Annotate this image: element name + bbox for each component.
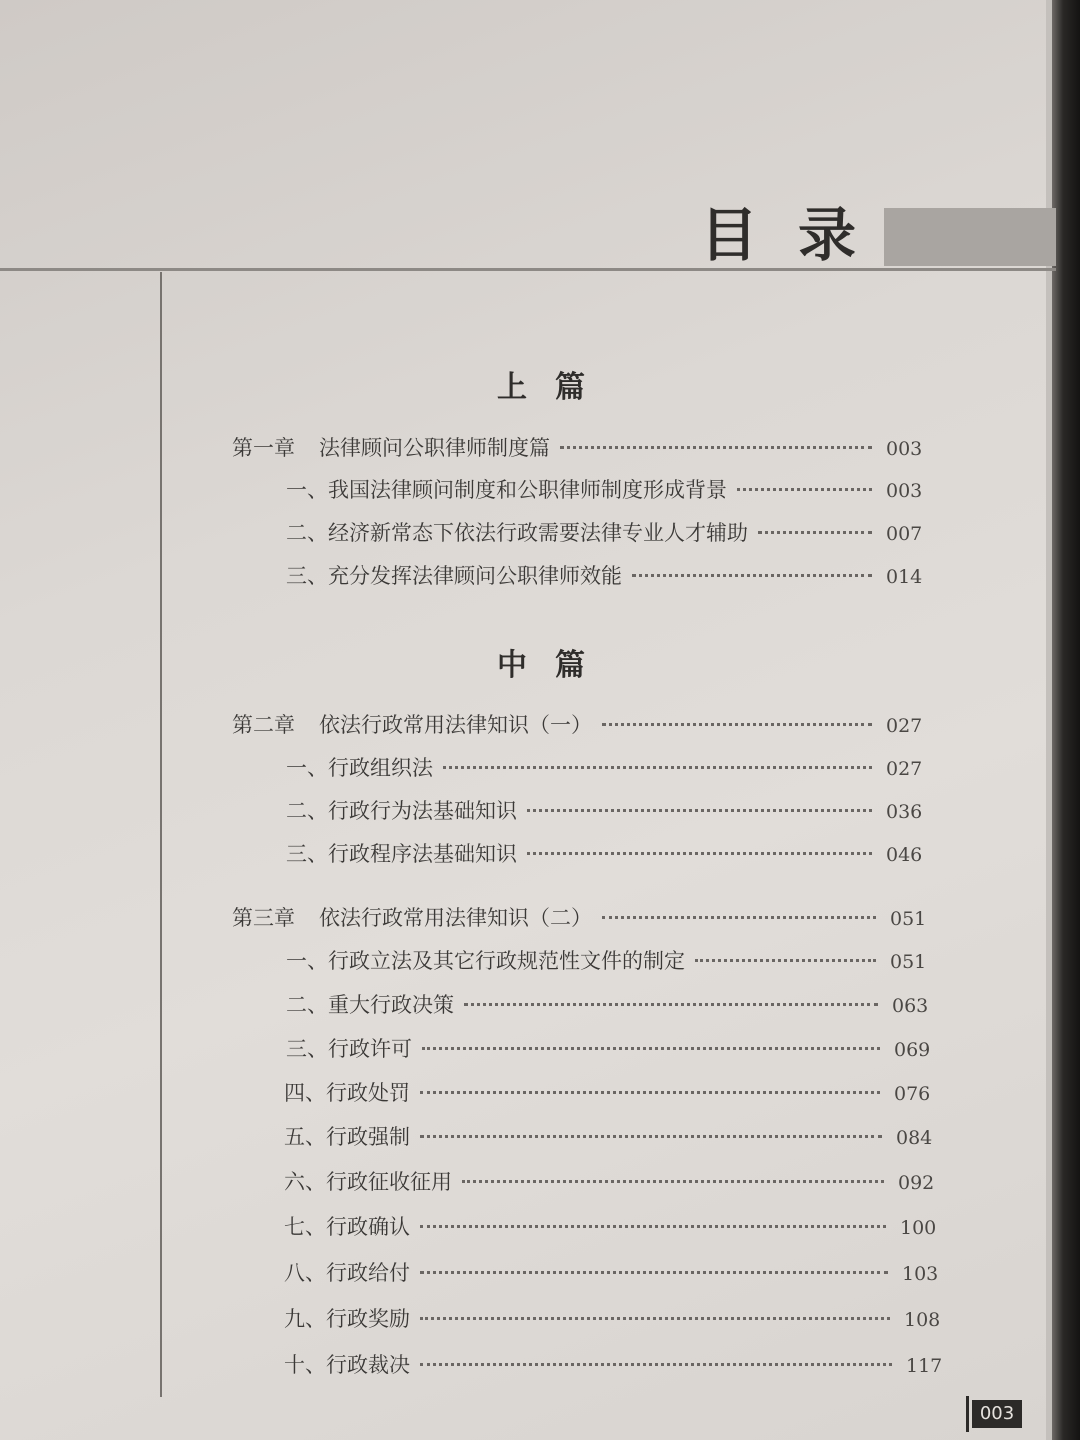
toc-item[interactable] (284, 1257, 958, 1289)
section-title-part-1: 上篇 (497, 370, 613, 405)
toc-item[interactable] (286, 752, 942, 784)
item-label: 十、行政裁决 (284, 1353, 410, 1377)
item-label: 五、行政强制 (284, 1125, 410, 1149)
toc-item[interactable] (286, 1033, 950, 1065)
toc-item[interactable] (284, 1121, 952, 1153)
page-number: 046 (886, 844, 923, 866)
toc-item[interactable] (286, 838, 942, 870)
toc-item[interactable] (286, 474, 942, 506)
page-number: 003 (886, 480, 923, 502)
toc-chapter-2[interactable] (232, 709, 942, 741)
item-label: 三、行政许可 (286, 1037, 412, 1061)
book-edge-shadow (1052, 0, 1080, 1440)
item-label: 二、重大行政决策 (286, 993, 454, 1017)
page-number: 027 (886, 758, 923, 780)
chapter-number: 第三章 (232, 906, 295, 930)
chapter-number: 第二章 (232, 713, 295, 737)
dot-leader (420, 1225, 886, 1228)
page-number: 084 (896, 1127, 933, 1149)
page-number: 051 (890, 951, 927, 973)
chapter-number: 第一章 (232, 436, 295, 460)
item-label: 二、行政行为法基础知识 (286, 799, 517, 823)
toc-item[interactable] (286, 945, 946, 977)
folio-bar (966, 1396, 969, 1432)
item-label: 三、充分发挥法律顾问公职律师效能 (286, 564, 622, 588)
item-label: 七、行政确认 (284, 1215, 410, 1239)
dot-leader (527, 852, 872, 855)
item-label: 四、行政处罚 (284, 1081, 410, 1105)
chapter-title: 依法行政常用法律知识（一） (319, 713, 592, 737)
dot-leader (632, 574, 872, 577)
page-number: 007 (886, 523, 923, 545)
item-label: 八、行政给付 (284, 1261, 410, 1285)
toc-item[interactable] (284, 1077, 950, 1109)
left-margin-rule (160, 272, 162, 1397)
dot-leader (758, 531, 872, 534)
page-number: 069 (894, 1039, 931, 1061)
toc-item[interactable] (286, 989, 948, 1021)
toc-chapter-3[interactable] (232, 902, 946, 934)
page-folio: 003 (972, 1400, 1022, 1428)
dot-leader (420, 1363, 892, 1366)
dot-leader (462, 1180, 884, 1183)
item-label: 二、经济新常态下依法行政需要法律专业人才辅助 (286, 521, 748, 545)
toc-item[interactable] (284, 1349, 962, 1381)
chapter-title: 法律顾问公职律师制度篇 (319, 436, 550, 460)
dot-leader (464, 1003, 878, 1006)
dot-leader (737, 488, 872, 491)
dot-leader (420, 1317, 890, 1320)
item-label: 一、我国法律顾问制度和公职律师制度形成背景 (286, 478, 727, 502)
page-number: 003 (886, 438, 923, 460)
item-label: 六、行政征收征用 (284, 1170, 452, 1194)
page-number: 117 (906, 1355, 943, 1377)
page-number: 100 (900, 1217, 937, 1239)
toc-item[interactable] (284, 1166, 954, 1198)
dot-leader (527, 809, 872, 812)
dot-leader (443, 766, 872, 769)
section-title-part-2: 中篇 (497, 648, 613, 683)
item-label: 一、行政组织法 (286, 756, 433, 780)
dot-leader (602, 916, 876, 919)
page-number: 092 (898, 1172, 935, 1194)
dot-leader (420, 1135, 882, 1138)
dot-leader (420, 1091, 880, 1094)
page-number: 014 (886, 566, 923, 588)
page-number: 027 (886, 715, 923, 737)
toc-item[interactable] (284, 1303, 960, 1335)
page-number: 036 (886, 801, 923, 823)
page-number: 108 (904, 1309, 941, 1331)
dot-leader (560, 446, 872, 449)
page-number: 103 (902, 1263, 939, 1285)
dot-leader (422, 1047, 880, 1050)
title-band (884, 208, 1056, 266)
page-number: 076 (894, 1083, 931, 1105)
toc-chapter-1[interactable] (232, 432, 942, 464)
dot-leader (420, 1271, 888, 1274)
page-number: 051 (890, 908, 927, 930)
title-rule (0, 268, 1056, 271)
item-label: 一、行政立法及其它行政规范性文件的制定 (286, 949, 685, 973)
dot-leader (602, 723, 872, 726)
toc-item[interactable] (284, 1211, 956, 1243)
dot-leader (695, 959, 876, 962)
toc-item[interactable] (286, 517, 942, 549)
chapter-title: 依法行政常用法律知识（二） (319, 906, 592, 930)
item-label: 三、行政程序法基础知识 (286, 842, 517, 866)
page-number: 063 (892, 995, 929, 1017)
toc-item[interactable] (286, 795, 942, 827)
page-title: 目录 (700, 201, 897, 269)
toc-item[interactable] (286, 560, 942, 592)
item-label: 九、行政奖励 (284, 1307, 410, 1331)
